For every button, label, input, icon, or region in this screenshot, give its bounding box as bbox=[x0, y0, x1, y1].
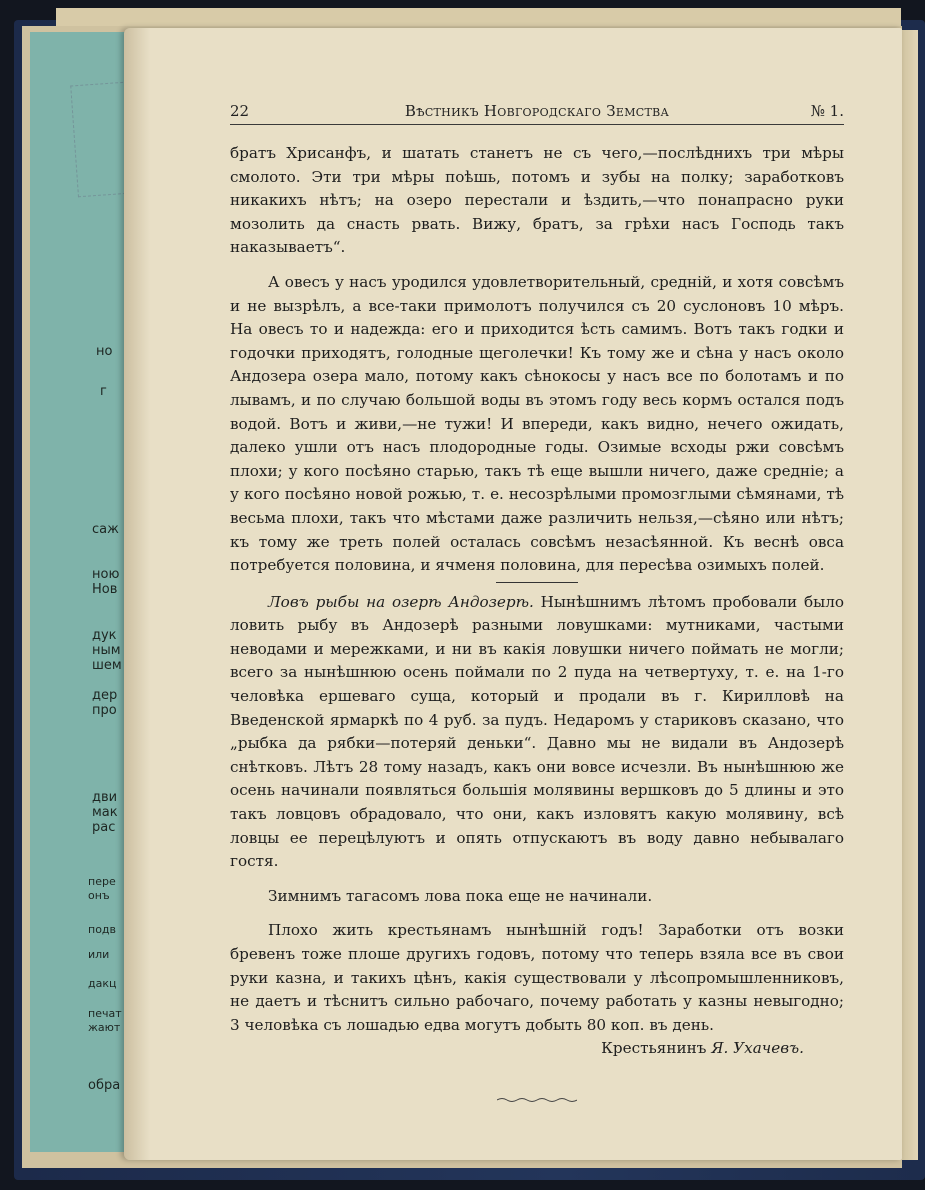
teal-fragment: пере bbox=[88, 875, 116, 888]
article-body bbox=[230, 142, 844, 1103]
teal-fragment: дви bbox=[92, 790, 118, 805]
teal-fragment: саж bbox=[92, 522, 119, 537]
header-rule bbox=[230, 124, 844, 125]
issue-number: № 1. bbox=[810, 102, 844, 120]
teal-fragment: дер bbox=[92, 688, 118, 703]
teal-fragment: онъ bbox=[88, 889, 110, 902]
section-heading: Ловъ рыбы на озерѣ Андозерѣ. bbox=[268, 592, 534, 611]
running-header bbox=[230, 102, 844, 122]
paragraph: А овесъ у насъ уродился удовлетворительный, средній, и хотя совсѣмъ и не вызрѣлъ, а все-таки примолотъ получился съ 20 суслоновъ 10 мѣръ. На овесъ то и надежда: его и приходится ѣсть самимъ. Вотъ такъ годки и годочки приходятъ, голодные щеголечки! Къ тому же и сѣна у насъ около Андозера озера мало, потому какъ сѣнокосы у насъ все по болотамъ и по лывамъ, и по случаю большой воды въ этомъ году весь кормъ остался подъ водой. Вотъ и живи,—не тужи! И впереди, какъ видно, нечего ожидать, далеко ушли отъ насъ плодородные годы. Озимые всходы ржи совсѣмъ плохи; у кого посѣяно старью, такъ тѣ еще вышли ничего, даже средніе; а у кого посѣяно новой рожью, т. е. несозрѣлыми промозглыми сѣмянами, тѣ весьма плохи, такъ что мѣстами даже различить нельзя,—сѣяно или нѣтъ; къ тому же треть полей осталась совсѣмъ незасѣянной. Къ веснѣ овса потребуется половина, и ячменя половина, для пересѣва озимыхъ полей. bbox=[230, 272, 844, 575]
section-text: Нынѣшнимъ лѣтомъ пробовали было ловить рыбу въ Андозерѣ разными ловушками: мутниками, частыми неводами и мережками, и ни въ какія ловушки ничего поймать не могли; всего за нынѣшнюю осень поймали по 2 пуда на четвертуху, т. е. на 1-го человѣка ершеваго суща, который и продали въ г. Кирилловѣ на Введенской ярмаркѣ по 4 руб. за пудъ. Недаромъ у стариковъ сказано, что „рыбка да рябки—потеряй деньки“. Давно мы не видали въ Андозерѣ снѣтковъ. Лѣтъ 28 тому назадъ, какъ они вовсе исчезли. Въ нынѣшнюю же осень начинали появляться большія молявины вершковъ до 5 длины и это такъ ловцовъ обрадовало, что они, какъ изловятъ какую молявину, всѣ ловцы ее перецѣлуютъ и опять отпускаютъ въ воду давно небывалаго гостя. bbox=[230, 592, 844, 871]
section-divider bbox=[496, 582, 578, 583]
paragraph: Зимнимъ тагасомъ лова пока еще не начинали. bbox=[268, 886, 653, 905]
teal-fragment: Нов bbox=[92, 582, 118, 597]
page-number: 22 bbox=[230, 102, 250, 120]
teal-fragment: обра bbox=[88, 1078, 121, 1093]
teal-fragment: шем bbox=[92, 658, 122, 673]
journal-page bbox=[124, 28, 902, 1160]
teal-fragment: ною bbox=[92, 567, 120, 582]
teal-fragment: ным bbox=[92, 643, 121, 658]
signature-prefix: Крестьянинъ bbox=[601, 1039, 707, 1058]
teal-fragment: но bbox=[96, 344, 113, 359]
teal-fragment: рас bbox=[92, 820, 116, 835]
journal-title: Вѣстникъ Новгородскаго Земства bbox=[404, 102, 670, 120]
signature bbox=[230, 1037, 844, 1061]
teal-fragment: дук bbox=[92, 628, 117, 643]
signature-name: Я. Ухачевъ. bbox=[711, 1039, 804, 1058]
teal-fragment: про bbox=[92, 703, 117, 718]
teal-fragment: г bbox=[100, 384, 107, 399]
paragraph: братъ Хрисанфъ, и шатать станетъ не съ чего,—послѣднихъ три мѣры смолото. Эти три мѣры поѣшь, потомъ и зубы на полку; заработковъ никакихъ нѣтъ; на озеро перестали и ѣздить,—что понапрасно руки мозолить да снасть рвать. Вижу, братъ, за грѣхи насъ Господь такъ наказываетъ“. bbox=[230, 144, 844, 257]
teal-fragment: подв bbox=[88, 923, 117, 936]
teal-fragment: жают bbox=[88, 1021, 121, 1034]
teal-fragment: печат bbox=[88, 1007, 122, 1020]
paragraph: Плохо жить крестьянамъ нынѣшній годъ! Заработки отъ возки бревенъ тоже плоше другихъ годовъ, потому что теперь взяла все въ свои руки казна, и такихъ цѣнъ, какія существовали у лѣсопромышленниковъ, не даетъ и тѣснитъ сильно рабочаго, почему работать у казны невыгодно; 3 человѣка съ лошадью едва могутъ добыть 80 коп. въ день. bbox=[230, 921, 844, 1034]
teal-fragment: мак bbox=[92, 805, 118, 820]
section-paragraph bbox=[230, 591, 844, 874]
teal-fragment: дакц bbox=[88, 977, 117, 990]
end-ornament bbox=[497, 1097, 577, 1103]
teal-fragment: или bbox=[88, 948, 110, 961]
